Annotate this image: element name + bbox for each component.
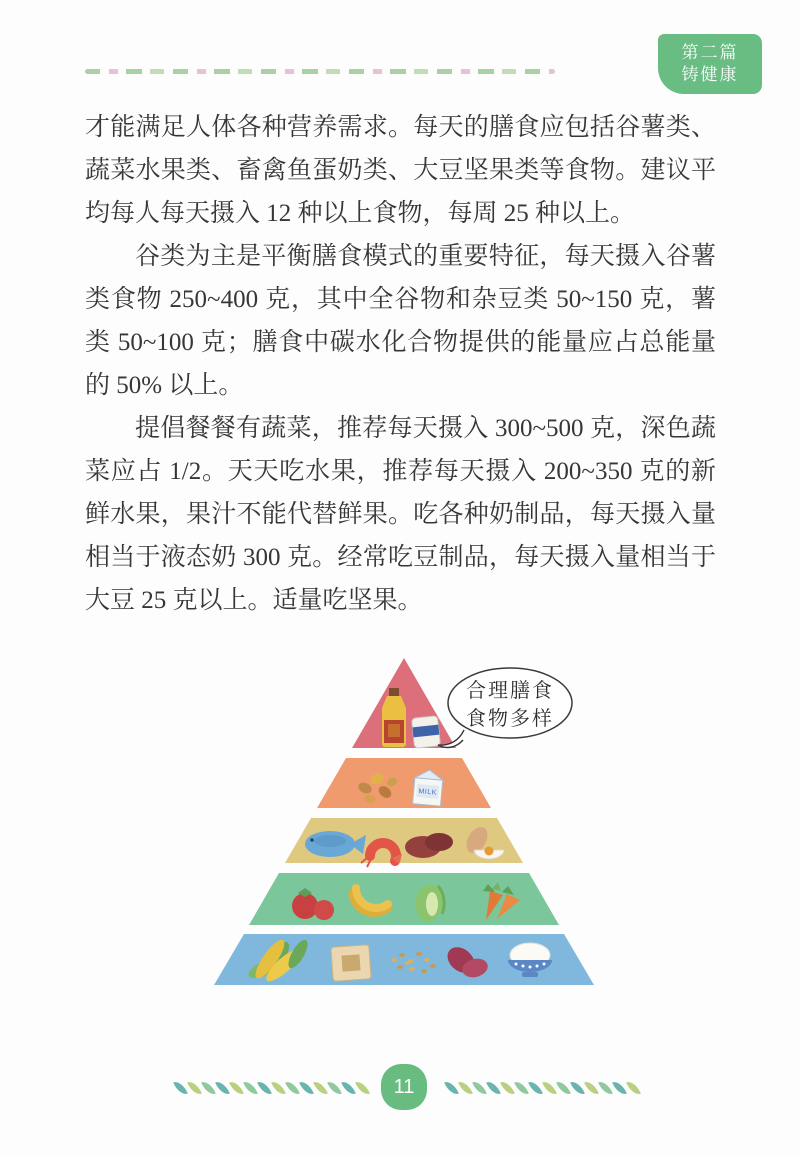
leaf-icon — [313, 1079, 328, 1097]
section-badge-line1: 第二篇 — [681, 43, 739, 62]
leaf-icon — [187, 1079, 202, 1097]
leaf-icon — [570, 1079, 585, 1097]
leaf-icon — [528, 1079, 543, 1097]
leaf-icon — [444, 1079, 459, 1097]
section-badge — [658, 34, 762, 94]
bubble-text-line1: 合理膳食 — [466, 680, 554, 702]
leaf-icon — [341, 1079, 356, 1097]
leaf-icon — [486, 1079, 501, 1097]
food-pyramid-illustration — [180, 648, 620, 1008]
leaf-icon — [215, 1079, 230, 1097]
speech-bubble — [438, 668, 572, 747]
leaf-icon — [612, 1079, 627, 1097]
leaf-icon — [514, 1079, 529, 1097]
leaf-icon — [500, 1079, 515, 1097]
tofu-icon — [331, 945, 371, 982]
leaf-icon — [626, 1079, 641, 1097]
leaf-icon — [584, 1079, 599, 1097]
body-text — [85, 106, 716, 622]
food-pyramid-svg — [180, 648, 620, 1008]
leaf-icon — [229, 1079, 244, 1097]
leaf-icon — [472, 1079, 487, 1097]
leaf-decoration-right — [447, 1080, 638, 1100]
decorative-dashed-line — [85, 69, 555, 74]
page-number: 11 — [393, 1075, 415, 1098]
leaf-icon — [542, 1079, 557, 1097]
paragraph-3: 提倡餐餐有蔬菜，推荐每天摄入 300~500 克，深色蔬菜应占 1/2。天天吃水果，推荐每天摄入 200~350 克的新鲜水果，果汁不能代替鲜果。吃各种奶制品，每天摄入量相当于液态奶 300 克。经常吃豆制品，每天摄入量相当于大豆 25 克以上。适量吃坚果。 — [85, 415, 716, 614]
leaf-icon — [285, 1079, 300, 1097]
leaf-icon — [355, 1079, 370, 1097]
bubble-text-line2: 食物多样 — [466, 708, 554, 730]
leaf-icon — [173, 1079, 188, 1097]
page-number-badge — [381, 1064, 427, 1110]
pyramid-tier-nuts-dairy — [317, 758, 491, 808]
milk-label: MILK — [418, 788, 438, 797]
leaf-icon — [556, 1079, 571, 1097]
salt-jar-icon — [412, 716, 441, 749]
leaf-icon — [598, 1079, 613, 1097]
leaf-icon — [327, 1079, 342, 1097]
leaf-decoration-left — [176, 1080, 367, 1100]
leaf-icon — [271, 1079, 286, 1097]
leaf-icon — [458, 1079, 473, 1097]
paragraph-1: 才能满足人体各种营养需求。每天的膳食应包括谷薯类、蔬菜水果类、畜禽鱼蛋奶类、大豆坚果类等食物。建议平均每人每天摄入 12 种以上食物，每周 25 种以上。 — [85, 114, 716, 227]
leaf-icon — [299, 1079, 314, 1097]
leaf-icon — [243, 1079, 258, 1097]
leaf-icon — [201, 1079, 216, 1097]
paragraph-2: 谷类为主是平衡膳食模式的重要特征，每天摄入谷薯类食物 250~400 克，其中全谷物和杂豆类 50~150 克，薯类 50~100 克；膳食中碳水化合物提供的能量应占总能量的 50% 以上。 — [85, 243, 716, 399]
leaf-icon — [257, 1079, 272, 1097]
section-badge-line2: 铸健康 — [681, 65, 739, 84]
